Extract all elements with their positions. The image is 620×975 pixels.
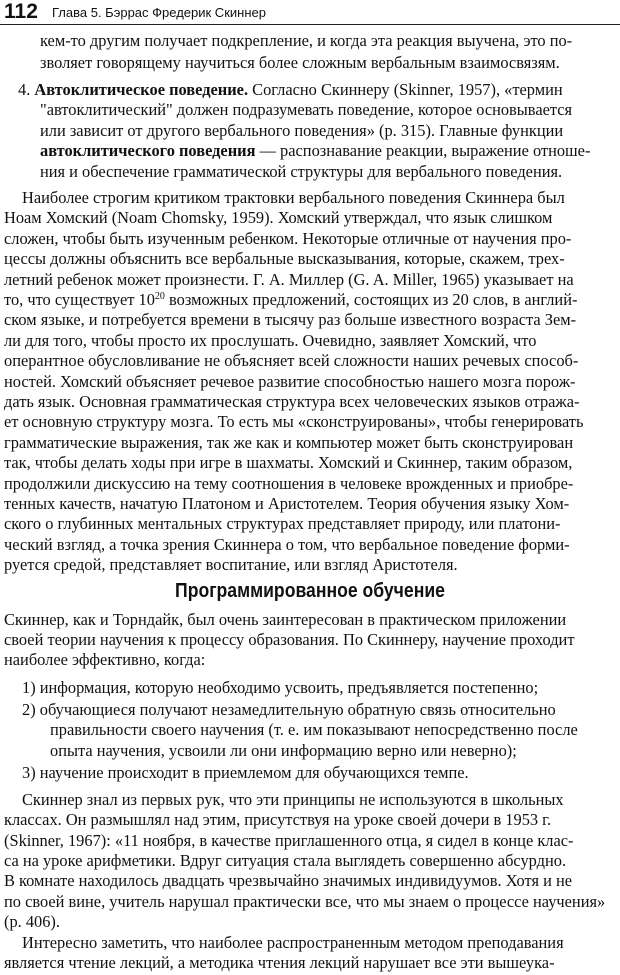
bold-term: Автоклитическое поведение. (34, 80, 249, 99)
text-run: Ноам Хомский (Noam Chomsky, 1959). Хомский утверждал, что язык слишком (4, 208, 553, 227)
text-line (4, 891, 612, 913)
page-number: 112 (4, 0, 38, 23)
text-run: грамматические выражения, так же как и компьютер может быть сконструирован (4, 433, 574, 452)
text-run: по своей вине, учитель нарушал практически все, что мы знаем о процессе научения» (4, 892, 606, 911)
text-run: Интересно заметить, что наиболее распространенным методом преподавания (22, 933, 564, 952)
text-line (22, 699, 612, 721)
text-line (4, 309, 612, 331)
text-run: цессы должны объяснить все вербальные высказывания, которые, скажем, трех- (4, 249, 565, 268)
text-line (4, 609, 612, 631)
text-run: — распознавание реакции, выражение отноше- (255, 141, 591, 160)
text-run: то, что существует 10 (4, 290, 155, 309)
text-line (4, 452, 612, 474)
text-run: летний ребенок может произнести. Г. А. Миллер (G. A. Miller, 1965) указывает на (4, 270, 574, 289)
text-run: (р. 406). (4, 912, 60, 931)
text-line (4, 952, 612, 974)
text-line (4, 534, 612, 556)
text-run: Скиннер знал из первых рук, что эти принципы не используются в школьных (22, 790, 564, 809)
text-run: тенных качеств, начатую Платоном и Аристотелем. Теория обучения языку Хом- (4, 494, 570, 513)
text-run: так, чтобы делать ходы при игре в шахматы. Хомский и Скиннер, таким образом, (4, 453, 573, 472)
text-line (4, 870, 612, 892)
text-run: опыта научения, усвоили ли они информацию верно или неверно); (50, 741, 517, 760)
text-line (40, 161, 612, 183)
text-run: 2) обучающиеся получают незамедлительную обратную связь относительно (22, 700, 556, 719)
text-run: "автоклитический" должен подразумевать поведение, которое основывается (40, 100, 573, 119)
text-line (4, 432, 612, 454)
text-run: сложен, чтобы быть изученным ребенком. Некоторые отличные от научения про- (4, 229, 572, 248)
text-line (40, 99, 612, 121)
text-line (4, 554, 612, 576)
text-run: продолжили дискуссию на тему соотношения в человеке врожденных и приобре- (4, 474, 574, 493)
text-run: или зависит от другого вербального поведения» (р. 315). Главные функции (40, 121, 564, 140)
text-run: 3) научение происходит в приемлемом для обучающихся темпе. (22, 763, 469, 782)
page-header (0, 0, 620, 25)
text-line (40, 120, 612, 142)
text-run: ет основную структуру мозга. То есть мы «сконструированы», чтобы генерировать (4, 412, 584, 431)
text-line (4, 350, 612, 372)
text-run: ли для того, чтобы просто их прослушать. Очевидно, заявляет Хомский, что (4, 331, 537, 350)
text-line (4, 649, 612, 671)
text-line (4, 411, 612, 433)
text-run: кем-то другим получает подкрепление, и когда эта реакция выучена, это по- (40, 31, 573, 50)
text-line (4, 289, 612, 311)
text-line (40, 52, 612, 74)
text-line (4, 830, 612, 852)
text-line (40, 140, 612, 162)
text-line (4, 850, 612, 872)
text-line (40, 30, 612, 52)
text-line (4, 493, 612, 515)
text-line (4, 911, 612, 933)
text-run: руется средой, представляет воспитание, или взгляд Аристотеля. (4, 555, 458, 574)
text-run: зволяет говорящему научиться более сложным вербальным взаимосвязям. (40, 53, 560, 72)
text-run: 1) информация, которую необходимо усвоить, предъявляется постепенно; (22, 678, 539, 697)
text-line (22, 932, 612, 954)
text-line (4, 391, 612, 413)
superscript: 20 (154, 291, 165, 302)
text-run: Скиннер, как и Торндайк, был очень заинтересован в практическом приложении (4, 610, 567, 629)
text-line (22, 677, 612, 699)
text-run: 4. (18, 80, 35, 99)
text-line (22, 789, 612, 811)
text-run: Наиболее строгим критиком трактовки вербального поведения Скиннера был (22, 188, 565, 207)
text-run: ском языке, и потребуется времени в тысячу раз больше известного возраста Зем- (4, 310, 577, 329)
text-line (18, 79, 612, 101)
text-line (22, 762, 612, 784)
text-run: ния и обеспечение грамматической структуры для вербального поведения. (40, 162, 563, 181)
bold-term: автоклитического поведения (40, 141, 256, 160)
text-run: правильности своего научения (т. е. им показывают непосредственно после (50, 720, 578, 739)
text-run: возможных предложений, состоящих из 20 слов, в англий- (164, 290, 578, 309)
text-run: наиболее эффективно, когда: (4, 650, 206, 669)
text-run: оперантное обусловливание не объясняет всей сложности наших речевых способ- (4, 351, 579, 370)
text-line (4, 473, 612, 495)
text-line (4, 513, 612, 535)
text-run: дать язык. Основная грамматическая структура всех человеческих языков отража- (4, 392, 580, 411)
text-line (4, 207, 612, 229)
running-head: Глава 5. Бэррас Фредерик Скиннер (52, 5, 266, 20)
text-run: са на уроке арифметики. Вдруг ситуация стала выглядеть совершенно абсурдно. (4, 851, 567, 870)
text-run: Согласно Скиннеру (Skinner, 1957), «термин (248, 80, 563, 99)
section-heading: Программированное обучение (175, 580, 445, 602)
text-run: ского о глубинных ментальных структурах представляет природу, или платони- (4, 514, 561, 533)
text-line (4, 371, 612, 393)
text-line (4, 809, 612, 831)
text-line (4, 269, 612, 291)
text-line (50, 740, 612, 762)
text-run: классах. Он размышлял над этим, присутствуя на уроке своей дочери в 1953 г. (4, 810, 552, 829)
text-line (4, 248, 612, 270)
text-line (50, 719, 612, 741)
text-run: своей теории научения к процессу образования. По Скиннеру, научение проходит (4, 630, 575, 649)
text-run: ностей. Хомский объясняет речевое развитие способностью нашего мозга порож- (4, 372, 576, 391)
text-line (4, 629, 612, 651)
text-run: (Skinner, 1967): «11 ноября, в качестве приглашенного отца, я сидел в конце клас- (4, 831, 574, 850)
text-run: является чтение лекций, а методика чтения лекций нарушает все эти вышеука- (4, 953, 555, 972)
text-run: ческий взгляд, а точка зрения Скиннера о том, что вербальное поведение форми- (4, 535, 570, 554)
text-line (22, 187, 612, 209)
text-run: В комнате находилось двадцать чрезвычайно значимых индивидуумов. Хотя и не (4, 871, 573, 890)
text-line (4, 228, 612, 250)
text-line (4, 330, 612, 352)
